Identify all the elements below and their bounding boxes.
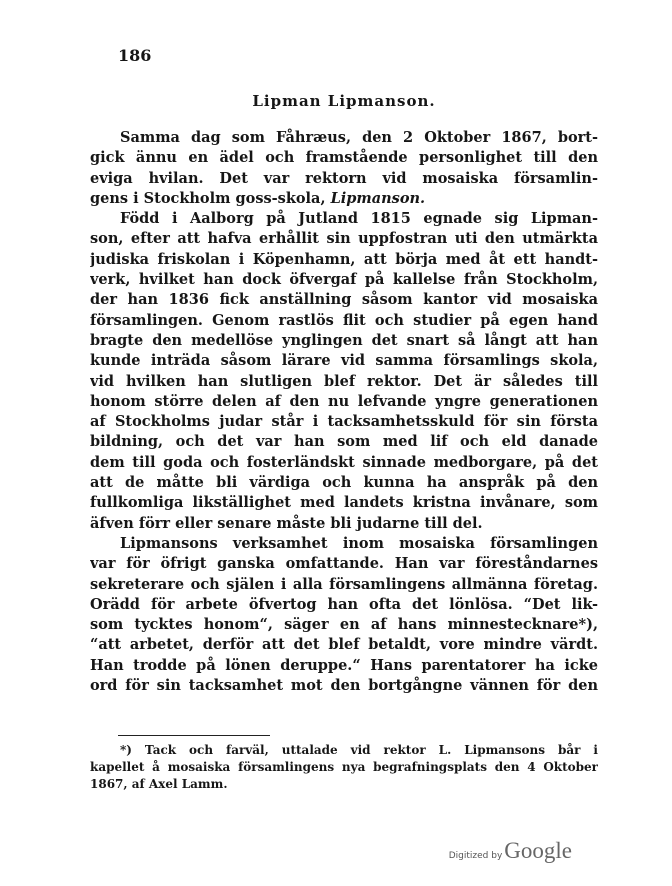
text-line: judiska friskolan i Köpenhamn, att börja med åt ett handt- (90, 250, 598, 268)
text-line: af Stockholms judar står i tacksamhetsskuld för sin första (90, 413, 598, 431)
text-line: Lipmansons verksamhet inom mosaiska församlingen (120, 534, 598, 552)
italic-name: Lipmanson. (330, 189, 426, 207)
text-line: gick ännu en ädel och framstående personlighet till den (90, 149, 598, 167)
text-line: Han trodde på lönen deruppe.“ Hans parentatorer ha icke (90, 656, 598, 674)
footnote-line: 1867, af Axel Lamm. (90, 777, 228, 791)
footnote-divider (118, 735, 270, 736)
text-line: honom större delen af den nu lefvande yngre generationen (90, 392, 598, 410)
text-line: Född i Aalborg på Jutland 1815 egnade sig Lipman- (120, 210, 598, 228)
text-line: sekreterare och själen i alla församlingens allmänna företag. (90, 575, 598, 593)
text-line: bildning, och det var han som med lif och eld danade (90, 433, 598, 451)
text-line: kunde inträda såsom lärare vid samma församlings skola, (90, 352, 598, 370)
text-line: bragte den medellöse ynglingen det snart så långt att han (90, 331, 598, 349)
text-line: der han 1836 fick anställning såsom kantor vid mosaiska (90, 291, 598, 309)
text-line: ord för sin tacksamhet mot den bortgångne vännen för den (90, 677, 598, 695)
text-line: fullkomliga likställighet med landets kristna invånare, som (90, 494, 598, 512)
body-text (90, 128, 598, 696)
page-number: 186 (118, 46, 152, 65)
watermark-caption: Digitized by (448, 851, 503, 861)
text-line: eviga hvilan. Det var rektorn vid mosaiska församlin- (90, 169, 598, 187)
google-logo: Google (504, 838, 572, 863)
footnote-line: kapellet å mosaiska församlingens nya begrafningsplats den 4 Oktober (90, 760, 598, 774)
digitized-by-google-watermark (449, 838, 572, 864)
text-line: som tycktes honom“, säger en af hans minnestecknare*), (90, 616, 598, 634)
text-line: äfven förr eller senare måste bli judarne till del. (90, 514, 483, 532)
chapter-title: Lipman Lipmanson. (252, 92, 436, 110)
text-line: Orädd för arbete öfvertog han ofta det lönlösa. “Det lik- (90, 595, 598, 613)
footnote-line: *) Tack och farväl, uttalade vid rektor L. Lipmansons bår i (120, 743, 598, 757)
text-line: son, efter att hafva erhållit sin uppfostran uti den utmärkta (90, 230, 598, 248)
text-line: “att arbetet, derför att det blef betaldt, vore mindre värdt. (90, 636, 598, 654)
text-line: att de måtte bli värdiga och kunna ha anspråk på den (90, 474, 598, 492)
text-line: var för öfrigt ganska omfattande. Han var föreståndarnes (90, 555, 598, 573)
text-line: Samma dag som Fåhræus, den 2 Oktober 1867, bort- (120, 129, 598, 146)
text-line: församlingen. Genom rastlös flit och studier på egen hand (90, 311, 598, 329)
text-line: vid hvilken han slutligen blef rektor. Det är således till (90, 372, 598, 390)
text-line: verk, hvilket han dock öfvergaf på kallelse från Stockholm, (90, 271, 598, 289)
footnote (90, 742, 598, 793)
text-line: gens i Stockholm goss-skola, Lipmanson. (90, 189, 426, 207)
text-line: dem till goda och fosterländskt sinnade medborgare, på det (90, 453, 598, 471)
